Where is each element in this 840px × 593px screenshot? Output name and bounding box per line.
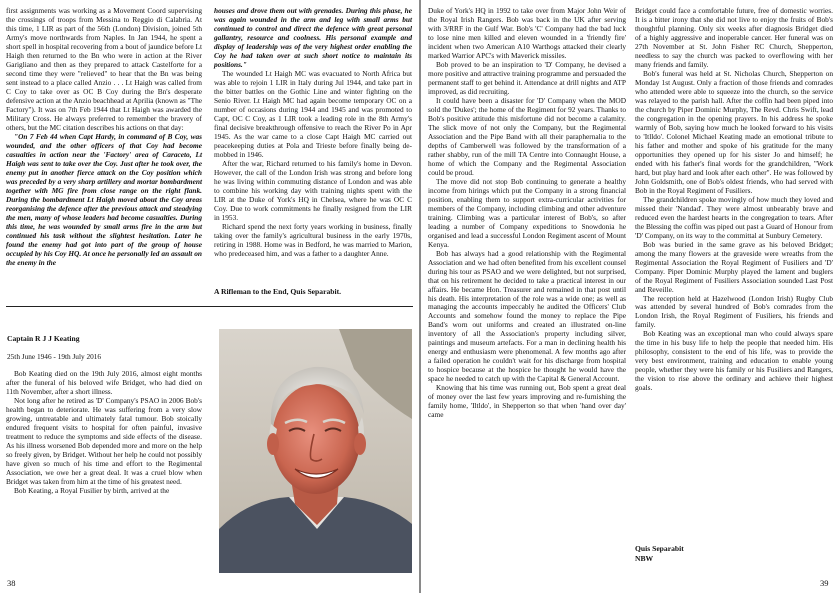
paragraph — [635, 195, 833, 240]
paragraph — [6, 6, 202, 132]
paragraph-text: Bob has always had a good relationship with the Regimental Association and we had often benefited from his excellent counsel during his tour as PSAO and we were delighted, but not surprised, that on his retirement he decided to take a practical interest in our affairs. He became Hon. Treasurer and remained in that post until his death. His interpretation of the role was a wide one; as well as managing the accounts impeccably he audited the Officers' Club Accounts and somehow found the money to replace the Pipe Band's worn out uniforms and created an illustrated on-line inventory of all the Association's property including silver, paintings and museum artefacts. For a man in declining health his energy and enthusiasm were phenomenal. A few months ago after a failed operation he couldn't wait for his discharge from hospital to hospice because at the hospice he thought he would have the space he needed to catch up with the Capital & General Account. — [428, 248, 626, 384]
paragraph — [214, 69, 412, 159]
paragraph-text: "On 7 Feb 44 when Capt Hardy, in command of B Coy, was wounded, and the other officers of that Coy had become casualties in action near the 'Factory' area of Caraceto, Lt Haigh was sent to take over the Coy. Just after he took over, the enemy put in another fierce attack on the Coy position which was preceded by a very sharp artillery and mortar bombardment together with MG fire from close range on the right flank. During the bombardment Lt Haigh moved about the Coy areas reorganising the defence after the previous attack and steadying the men, many of whose leaders had become casualties. During this time, he was wounded by small arms fire in the arm but continued his task without the slightest hesitation. Later he found the enemy had got into part of the group of house occupied by his Coy HQ. At once he personally led an assault on the enemy in the — [6, 131, 202, 267]
paragraph — [428, 6, 626, 60]
paragraph — [6, 369, 202, 396]
paragraph — [214, 222, 412, 258]
portrait-photo — [219, 329, 412, 573]
section-divider — [6, 306, 413, 307]
text-column-5 — [635, 6, 833, 392]
ear-left — [267, 433, 279, 455]
paragraph-text: Bob's funeral was held at St. Nicholas Church, Shepperton on Monday 1st August. Only a fraction of those friends and comrades who attended were able to squeeze into the church, so the service was relayed to the parish hall. After the coffin had been piped into the church by Piper Dominic Murphy, The Revd. Chris Swift, lead the congregation in the opening prayers. In his address he spoke warmly of Bob, saying how much he looked forward to his visits to 'Itlldo'. Colonel Michael Keating made an emotional tribute to his father and mother and spoke of his gratitude for the many opportunities they opened up for his sister Jo and himself; he ended with his father's final words for the grandchildren, "Work hard, but play hard and look after each other". He was followed by John Goldsmith, one of Bob's oldest friends, who had served with Bob in the Royal Regiment of Fusiliers. — [635, 68, 833, 195]
ear-right — [354, 433, 366, 455]
paragraph-text: Bob Keating, a Royal Fusilier by birth, arrived at the — [14, 485, 170, 495]
page-number-right: 39 — [820, 578, 829, 588]
paragraph-text: Bob proved to be an inspiration to 'D' Company, he devised a more positive and attractive training programme and persuaded the permanent staff to get behind it. Attendance at drill nights and ATP improved, as did recruiting. — [428, 59, 626, 96]
paragraph-text: Knowing that his time was running out, Bob spent a great deal of money over the last few years improving and re-furnishing the family home, 'Iltldo', in Shepperton so that when 'hand over day' came — [428, 383, 626, 420]
paragraph — [428, 383, 626, 419]
paragraph-text: After the war, Richard returned to his family's home in Devon. However, the call of the London Irish was strong and before long he was living within commuting distance of London and was able to combine his working day with training nights spent with the LIR at the Duke of York's HQ in Chelsea, where he was OC C Coy. Due to work commitments he finally resigned from the LIR in 1953. — [214, 158, 412, 222]
obituary-dates: 25th June 1946 - 19th July 2016 — [7, 352, 102, 361]
text-column-1 — [6, 6, 202, 267]
paragraph — [6, 486, 202, 495]
paragraph — [6, 132, 202, 267]
closing-signature — [635, 544, 833, 564]
paragraph — [428, 96, 626, 177]
paragraph — [635, 329, 833, 392]
paragraph — [635, 6, 833, 69]
left-page — [0, 0, 419, 593]
paragraph — [635, 240, 833, 294]
paragraph-text: The move did not stop Bob continuing to generate a healthy income from hirings which put the Company in a strong financial position, enabling them to support extra-curricular activities for members of the Company, including climbing and other adventure training. Climbing was a particular interest of Bob's, so after leading a number of Company expeditions to Snowdonia he organised and lead a successful London Regiment ascent of Mount Kenya. — [428, 176, 626, 249]
paragraph-text: The reception held at Hazelwood (London Irish) Rugby Club was attended by several hundred of Bob's comrades from the London Irish, the Royal Regiment of Fusiliers, his friends and family. — [635, 293, 833, 330]
obituary-heading: Captain R J J Keating — [7, 334, 80, 343]
paragraph-text: Duke of York's HQ in 1992 to take over from Major John Weir of the Royal Irish Rangers. Bob was back in the UK after serving with 3/RRF in the Gulf War. Bob's 'C' Company had the bad luck to lose nine men killed and eleven wounded in a 'friendly fire' incident when two American A10 Warthogs attacked their clearly marked Warrior APC's with Maverick missiles. — [428, 6, 626, 60]
right-page — [421, 0, 840, 593]
page-number-left: 38 — [7, 578, 16, 588]
paragraph — [635, 69, 833, 195]
paragraph — [6, 396, 202, 486]
paragraph — [428, 249, 626, 384]
closing-org: NBW — [635, 554, 654, 563]
closing-motto: Quis Separabit — [635, 544, 684, 553]
paragraph-text: Bob Keating was an exceptional man who could always spare the time in his busy life to help the people that needed him. His philosophy, consistent to the end of his life, was to provide the very best environment, training and education to enable young people, whether they were his family or his Fusiliers and Rangers, the vision to rise above the ordinary and achieve their highest goals. — [635, 329, 833, 393]
signoff-text: A Rifleman to the End, Quis Separabit. — [214, 287, 341, 296]
paragraph-text: Bridget could face a comfortable future, free of domestic worries. It is a bitter irony that she did not live to enjoy the fruits of Bob's thoughtful planning. Only six weeks after diagnosis Bridget died of a highly aggressive and inoperable cancer. Her funeral was on 27th November at St. John Fisher RC Church, Shepperton, needless to say the church was packed to overflowing with her many friends and family. — [635, 6, 833, 69]
paragraph — [428, 60, 626, 96]
paragraph-text: Bob was buried in the same grave as his beloved Bridget; among the many flowers at the graveside were wreaths from the Regimental Association the Royal Regiment of Fusiliers and 'D' Company. Piper Dominic Murphy played the lament and buglers of the Royal Regiment of Fusiliers Association sounded Last Post and Reveille. — [635, 239, 833, 294]
text-column-4 — [428, 6, 626, 419]
paragraph — [214, 6, 412, 69]
text-column-3 — [6, 369, 202, 495]
paragraph-text: The grandchildren spoke movingly of how much they loved and missed their 'Nandad'. They were almost unbearably brave and reduced even the hardest hearts in the congregation to tears. After the Blessing the coffin was piped out past a Guard of Honour from 'D' Company, on its way to the committal at Sunbury Cemetery. — [635, 194, 833, 240]
paragraph — [428, 177, 626, 249]
paragraph-text: houses and drove them out with grenades. During this phase, he was again wounded in the arm and leg with small arms but continued to control and direct the defence with great personal gallantry, resource and coolness. His personal example and display of leadership was of the very highest order enabling the Coy he had taken over at such short notice to maintain its positions." — [214, 6, 412, 69]
paragraph-text: The wounded Lt Haigh MC was evacuated to North Africa but was able to rejoin 1 LIR in Italy during Jul 1944, and take part in the bitter battles on the Gothic Line and winter fighting on the Senio River. Lt Haigh MC had again become temporary OC on a number of occasions during 1944 and 1945 and was promoted to Capt, OC C Coy, as 1 LIR took a leading role in the 8th Army's final decisive breakthrough offensive to reach the River Po in Apr 1945. As the war came to a close Capt Haigh MC carried out peacekeeping duties at Pola and Trieste before finally being de-mobbed in 1946. — [214, 68, 412, 159]
paragraph-text: It could have been a disaster for 'D' Company when the MOD sold the 'Dukes'; the home of the Regiment for 92 years. Thanks to Bob's positive attitude this misfortune did not become a calamity. The slick move of not only the Company, but the Regimental Association and the Pipe Band with all their paraphernalia to the depths of Camberwell was followed by the transformation of a rather shabby, run of the mill TA Centre into Connaught House, a home of which the Company and the Regimental Association could be proud. — [428, 95, 626, 177]
signoff — [214, 287, 412, 296]
paragraph-text: Richard spend the next forty years working in business, finally taking over the family's agricultural business in the early 1970s, retiring in 1988. Home was in Bedford, he was married to Marion, who predeceased him, and was a father to a daughter Anne. — [214, 221, 412, 258]
paragraph — [214, 159, 412, 222]
paragraph-text: first assignments was working as a Movement Coord supervising the crossings of troops from Messina to Reggio di Calabria. At this time, 1 LIR as part of the 56th (London) Division, joined 5th Army's move northwards from Naples. In Jan 1944, he spent a short spell in hospital recovering from a bout of jaundice before Lt Haigh then returned to the Bn who were in action at the River Garigliano and then as they prepared to attack Castelforte for a second time they were "relieved" to hear that the Bn was being sent instead to a place called Anzio . . . Lt Haigh was called from C Coy to take over as OC B Coy during the Bn's desperate defensive action at the Anzio beachhead at Aprilia (known as "The Factory"). It was on 7th Feb 1944 that Lt Haigh was awarded the Military Cross. He always preferred to remember the bravery of others, but the MC citation describes his actions on that day: — [6, 6, 202, 132]
paragraph-text: Not long after he retired as 'D' Company's PSAO in 2006 Bob's health began to deteriorate. He was suffering from a very slow growing, untreatable and ultimately fatal tumour. Bob stoically endured frequent visits to hospital for often painful, invasive treatment to reduce the symptoms and side effects of the disease. As his illness worsened Bob depended more and more on the help so freely given, by Bridget. Without her help he could not possibly have given so much of his time and effort to the Regimental Association, we owe her a great deal. It was a cruel blow when Bridget was taken from him at the time of his greatest need. — [6, 395, 202, 486]
text-column-2 — [214, 6, 412, 258]
paragraph — [635, 294, 833, 330]
paragraph-text: Bob Keating died on the 19th July 2016, almost eight months after the funeral of his beloved wife Bridget, who had died on 11th November, after a short illness. — [6, 369, 202, 396]
